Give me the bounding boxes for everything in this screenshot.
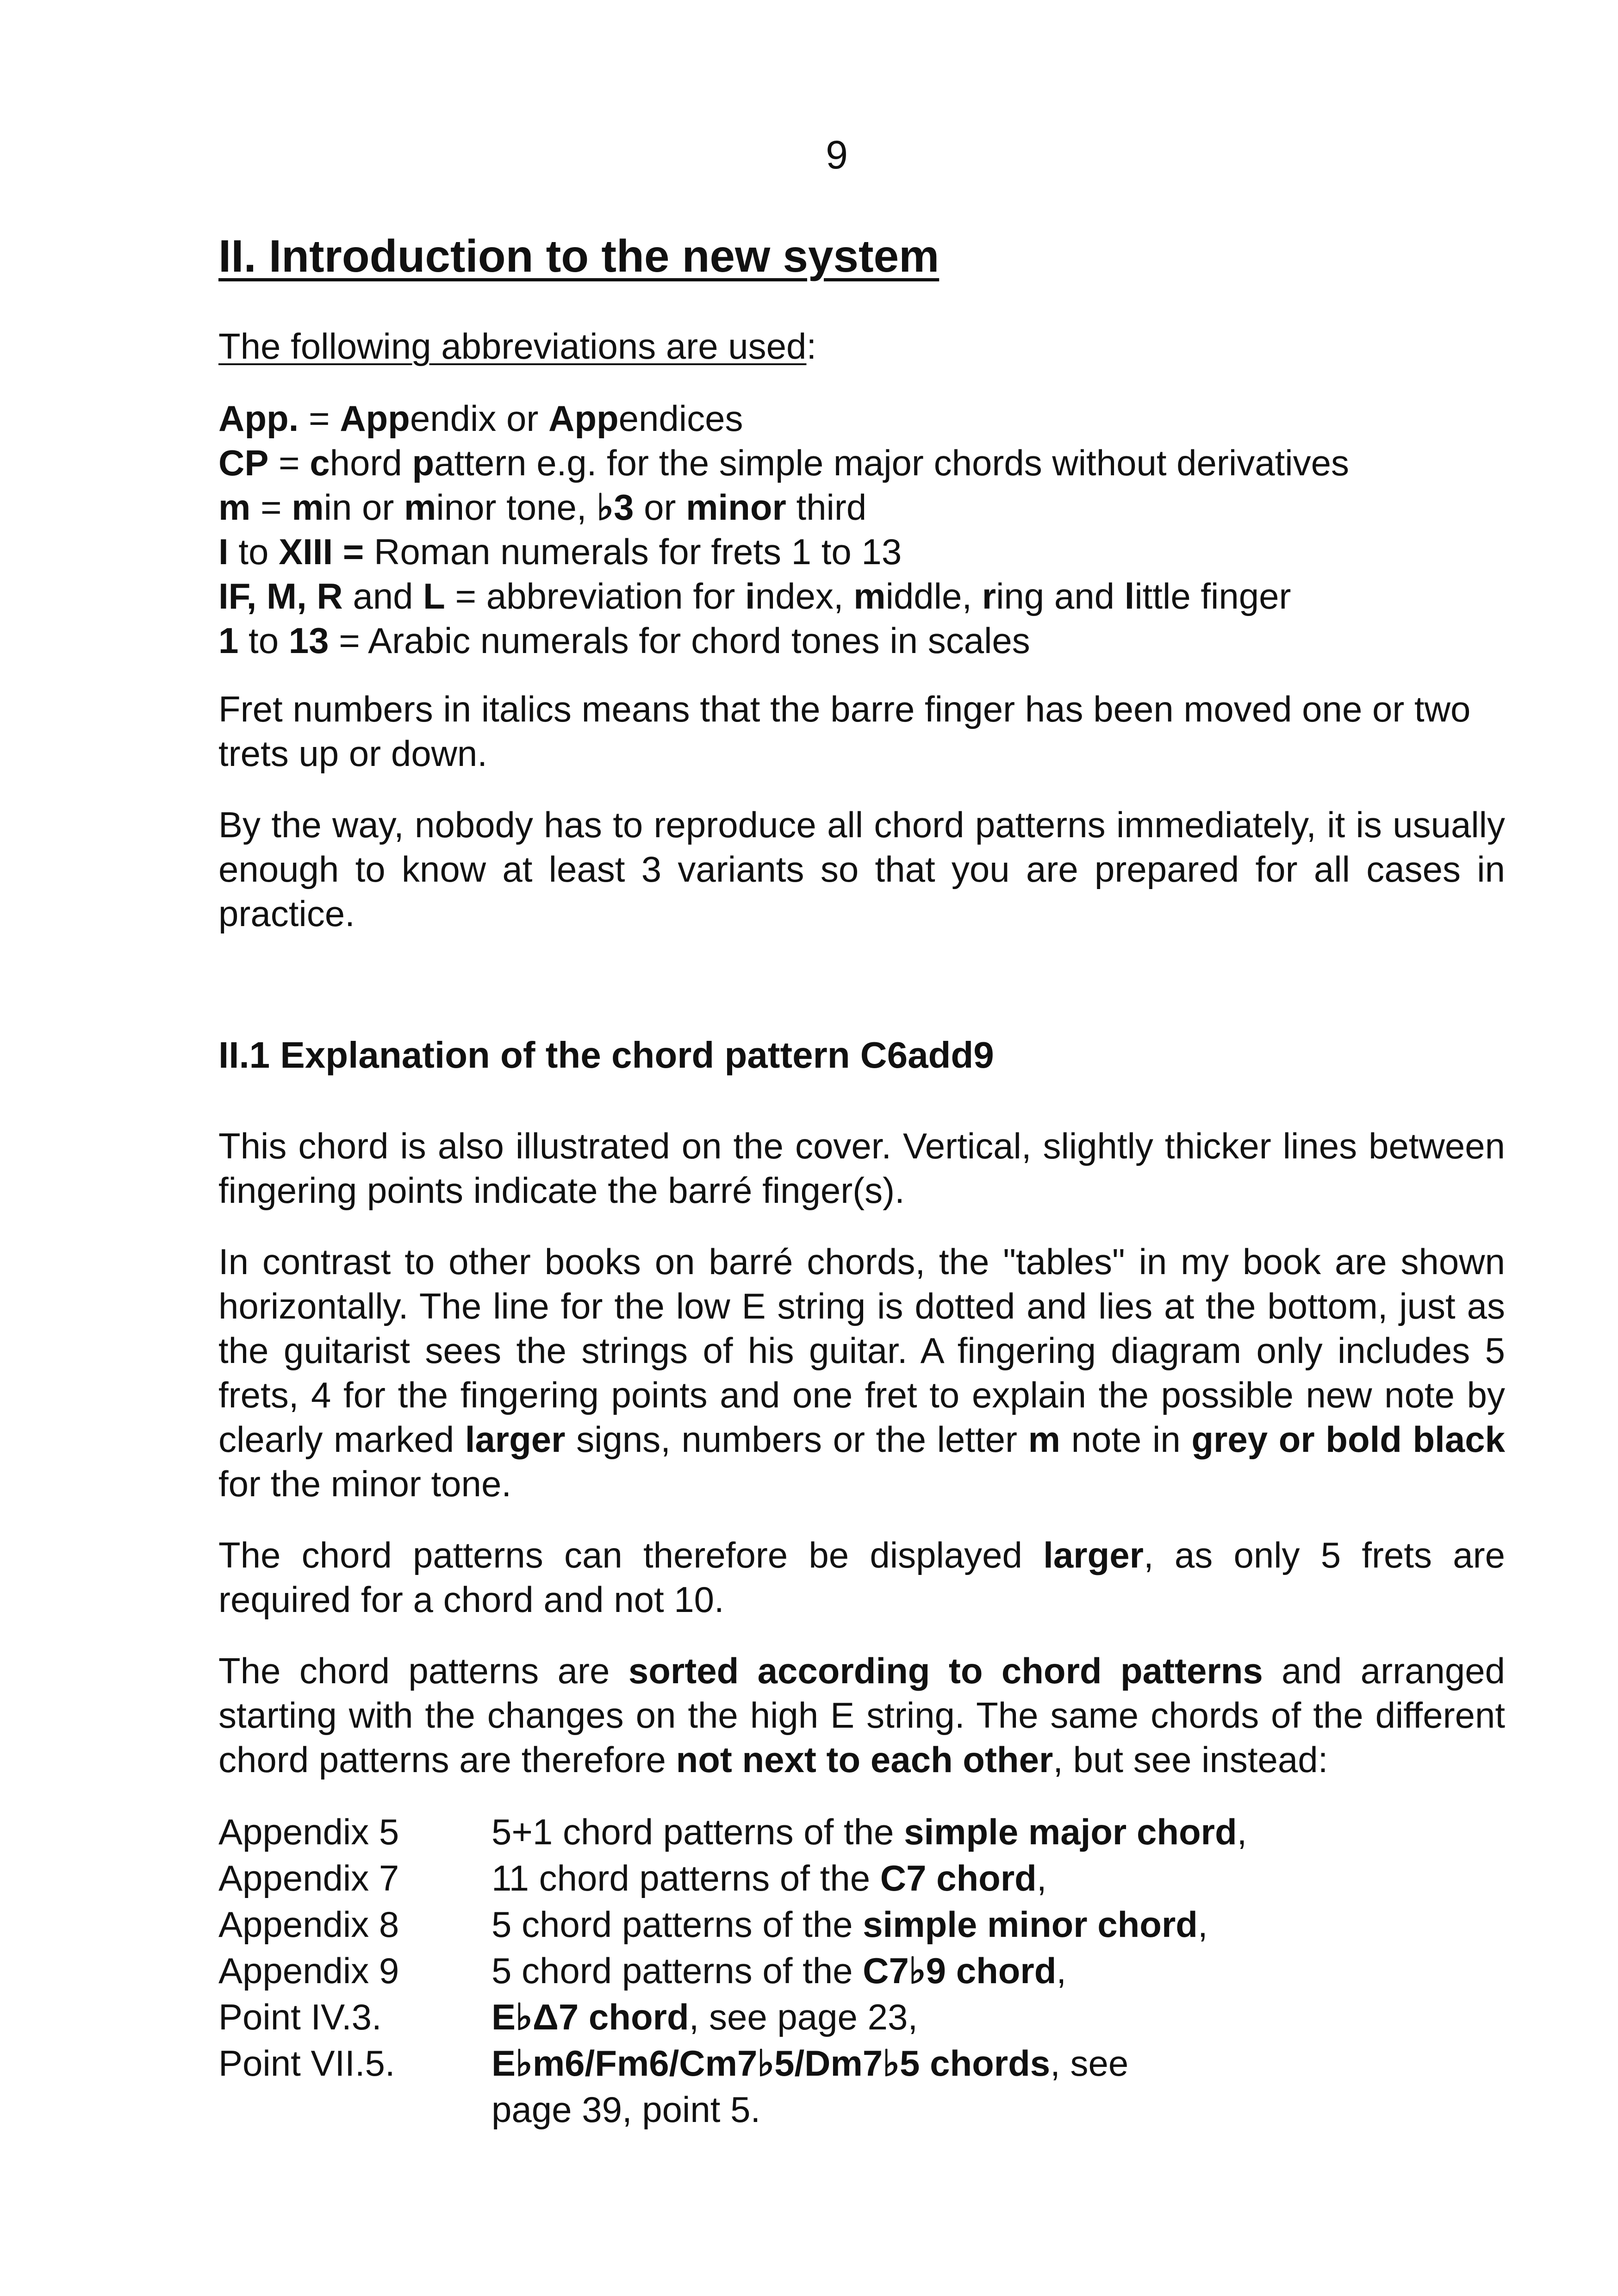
list-item: Appendix 7 11 chord patterns of the C7 chord, bbox=[218, 1857, 1047, 1898]
appendix-list bbox=[218, 1809, 1505, 2133]
list-item: Appendix 8 5 chord patterns of the simple minor chord, bbox=[218, 1904, 1208, 1945]
page-number: 9 bbox=[826, 133, 848, 177]
abbreviation-roman-numerals: I to XIII = Roman numerals for frets 1 to 13 bbox=[218, 531, 902, 572]
page-content bbox=[218, 231, 1505, 2133]
abbreviation-app: App. = Appendix or Appendices bbox=[218, 398, 743, 439]
abbreviations-intro-colon: : bbox=[806, 325, 817, 367]
section-heading: II.1 Explanation of the chord pattern C6add9 bbox=[218, 1034, 994, 1076]
abbreviations-intro bbox=[218, 324, 1505, 368]
paragraph-larger: The chord patterns can therefore be displayed larger, as only 5 frets are required for a chord and not 10. bbox=[218, 1534, 1505, 1620]
paragraph-fret-numbers: Fret numbers in italics means that the barre finger has been moved one or two trets up or down. bbox=[218, 688, 1471, 774]
abbreviation-list bbox=[218, 396, 1505, 663]
abbreviation-m: m = min or minor tone, ♭3 or minor third bbox=[218, 486, 867, 528]
abbreviation-cp: CP = chord pattern e.g. for the simple major chords without derivatives bbox=[218, 442, 1349, 483]
paragraph-sorted: The chord patterns are sorted according to chord patterns and arranged starting with the changes on the high E string. The same chords of the different chord patterns are therefore not next to each other, but see instead: bbox=[218, 1650, 1505, 1780]
list-item: Appendix 5 5+1 chord patterns of the simple major chord, bbox=[218, 1811, 1247, 1852]
paragraph-contrast: In contrast to other books on barré chords, the "tables" in my book are shown horizontally. The line for the low E string is dotted and lies at the bottom, just as the guitarist sees the strings of his guitar. A fingering diagram only includes 5 frets, 4 for the fingering points and one fret to explain the possible new note by clearly marked larger signs, numbers or the letter m note in grey or bold black for the minor tone. bbox=[218, 1241, 1505, 1504]
abbreviation-arabic-numerals: 1 to 13 = Arabic numerals for chord tones in scales bbox=[218, 620, 1030, 661]
list-item: Point VII.5. E♭m6/Fm6/Cm7♭5/Dm7♭5 chords, see bbox=[218, 2042, 1129, 2084]
list-item: page 39, point 5. bbox=[492, 2089, 761, 2130]
paragraph-by-the-way: By the way, nobody has to reproduce all chord patterns immediately, it is usually enough to know at least 3 variants so that you are prepared for all cases in practice. bbox=[218, 804, 1505, 934]
paragraph-cover: This chord is also illustrated on the cover. Vertical, slightly thicker lines between fingering points indicate the barré finger(s). bbox=[218, 1125, 1505, 1211]
list-item: Appendix 9 5 chord patterns of the C7♭9 chord, bbox=[218, 1950, 1067, 1991]
page-title: II. Introduction to the new system bbox=[218, 230, 940, 281]
list-item: Point IV.3. E♭Δ7 chord, see page 23, bbox=[218, 1996, 918, 2037]
abbreviation-fingers: IF, M, R and L = abbreviation for index, middle, ring and little finger bbox=[218, 575, 1291, 616]
abbreviations-intro-text: The following abbreviations are used bbox=[218, 325, 807, 367]
